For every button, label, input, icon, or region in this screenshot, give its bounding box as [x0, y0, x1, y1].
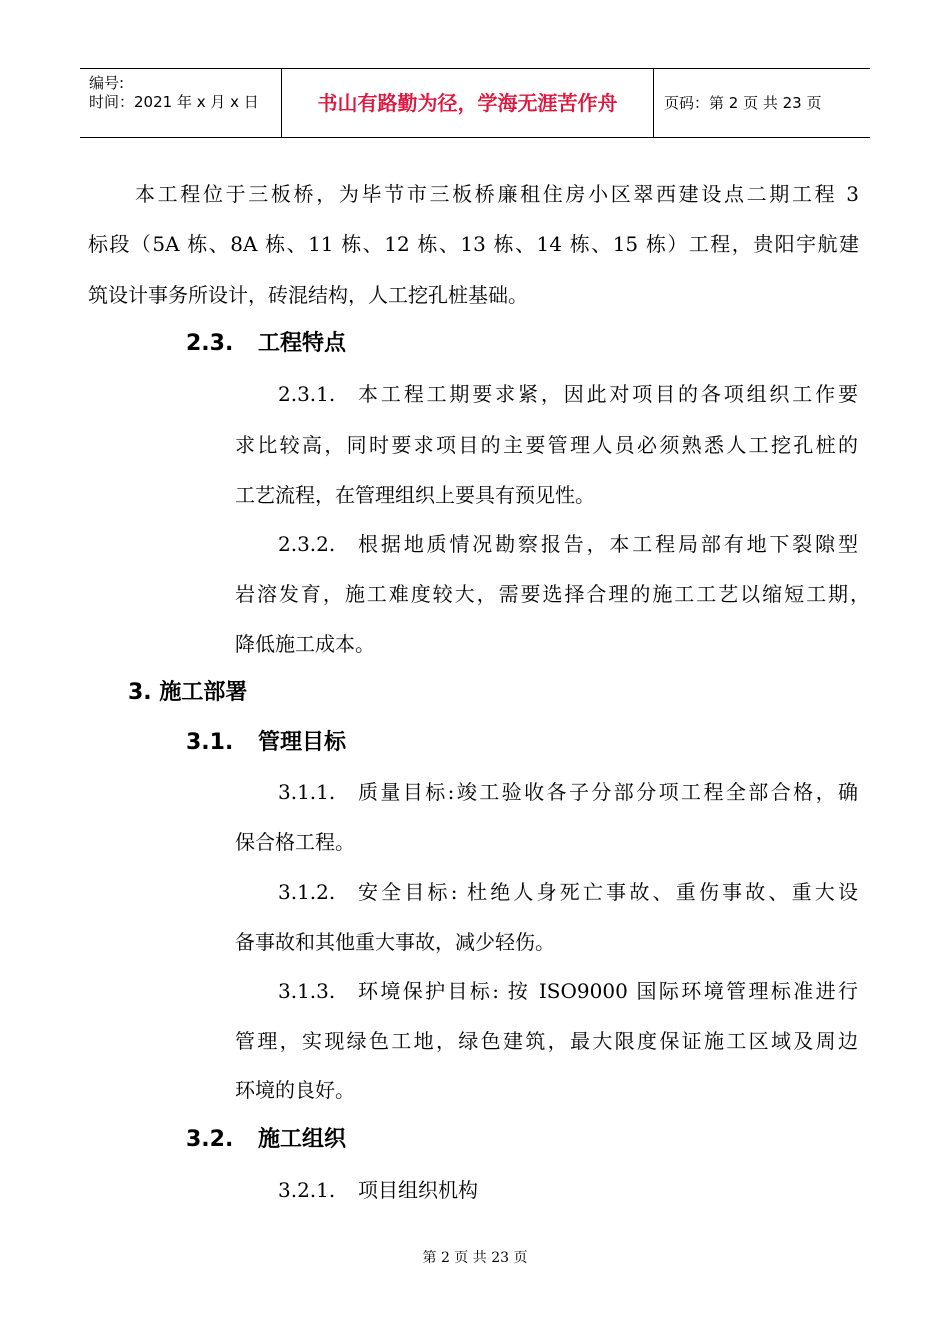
section-title: 工程特点: [258, 331, 347, 356]
paragraph-line: 筑设计事务所设计，砖混结构，人工挖孔桩基础。: [88, 283, 528, 307]
section-number: 3.1.: [186, 730, 234, 755]
item-number: 3.2.1.: [278, 1178, 336, 1202]
section-title: 施工组织: [258, 1127, 347, 1152]
header-page-info: 页码：第 2 页 共 23 页: [664, 94, 822, 112]
document-number-label: 编号:: [89, 74, 125, 92]
item-number: 2.3.1.: [278, 382, 336, 406]
paragraph-line: 保合格工程。: [235, 830, 355, 854]
section-heading-3-1: [186, 732, 346, 754]
paragraph-line: 安全目标: 杜绝人身死亡事故、重伤事故、重大设: [358, 880, 858, 904]
paragraph-line: 求比较高，同时要求项目的主要管理人员必须熟悉人工挖孔桩的: [235, 433, 858, 457]
item-number: 3.1.3.: [278, 979, 336, 1003]
header-motto: 书山有路勤为径，学海无涯苦作舟: [282, 69, 654, 137]
section-title: 管理目标: [258, 730, 347, 755]
section-heading-3-2: [186, 1129, 346, 1151]
paragraph-line: 降低施工成本。: [235, 632, 375, 656]
section-heading-2-3: [186, 333, 346, 355]
paragraph-line: 备事故和其他重大事故，减少轻伤。: [235, 930, 555, 954]
paragraph-line: 项目组织机构: [358, 1178, 478, 1202]
paragraph-line: 环境的良好。: [235, 1078, 355, 1102]
paragraph-line: 工艺流程，在管理组织上要具有预见性。: [235, 483, 595, 507]
document-time-label: 时间：2021 年 x 月 x 日: [89, 93, 259, 111]
paragraph-line: 岩溶发育，施工难度较大，需要选择合理的施工工艺以缩短工期，: [235, 582, 870, 606]
page-footer: 第 2 页 共 23 页: [422, 1250, 528, 1266]
section-number: 3.2.: [186, 1127, 234, 1152]
item-number: 2.3.2.: [278, 532, 336, 556]
item-number: 3.1.2.: [278, 880, 336, 904]
paragraph-line: 根据地质情况勘察报告，本工程局部有地下裂隙型: [358, 532, 858, 556]
paragraph-line: 本工程位于三板桥，为毕节市三板桥廉租住房小区翠西建设点二期工程 3: [135, 182, 859, 206]
document-header: [80, 68, 870, 138]
header-meta-cell: [80, 69, 282, 137]
item-number: 3.1.1.: [278, 780, 336, 804]
paragraph-line: 质量目标:竣工验收各子分部分项工程全部合格，确: [358, 780, 858, 804]
paragraph-line: 环境保护目标: 按 ISO9000 国际环境管理标准进行: [358, 979, 858, 1003]
paragraph-line: 管理，实现绿色工地，绿色建筑，最大限度保证施工区域及周边: [235, 1029, 858, 1053]
paragraph-line: 标段（5A 栋、8A 栋、11 栋、12 栋、13 栋、14 栋、15 栋）工程，贵阳宇航建: [88, 232, 859, 256]
paragraph-line: 本工程工期要求紧，因此对项目的各项组织工作要: [358, 382, 858, 406]
section-number: 2.3.: [186, 331, 234, 356]
section-heading-3: 3. 施工部署: [128, 680, 248, 705]
